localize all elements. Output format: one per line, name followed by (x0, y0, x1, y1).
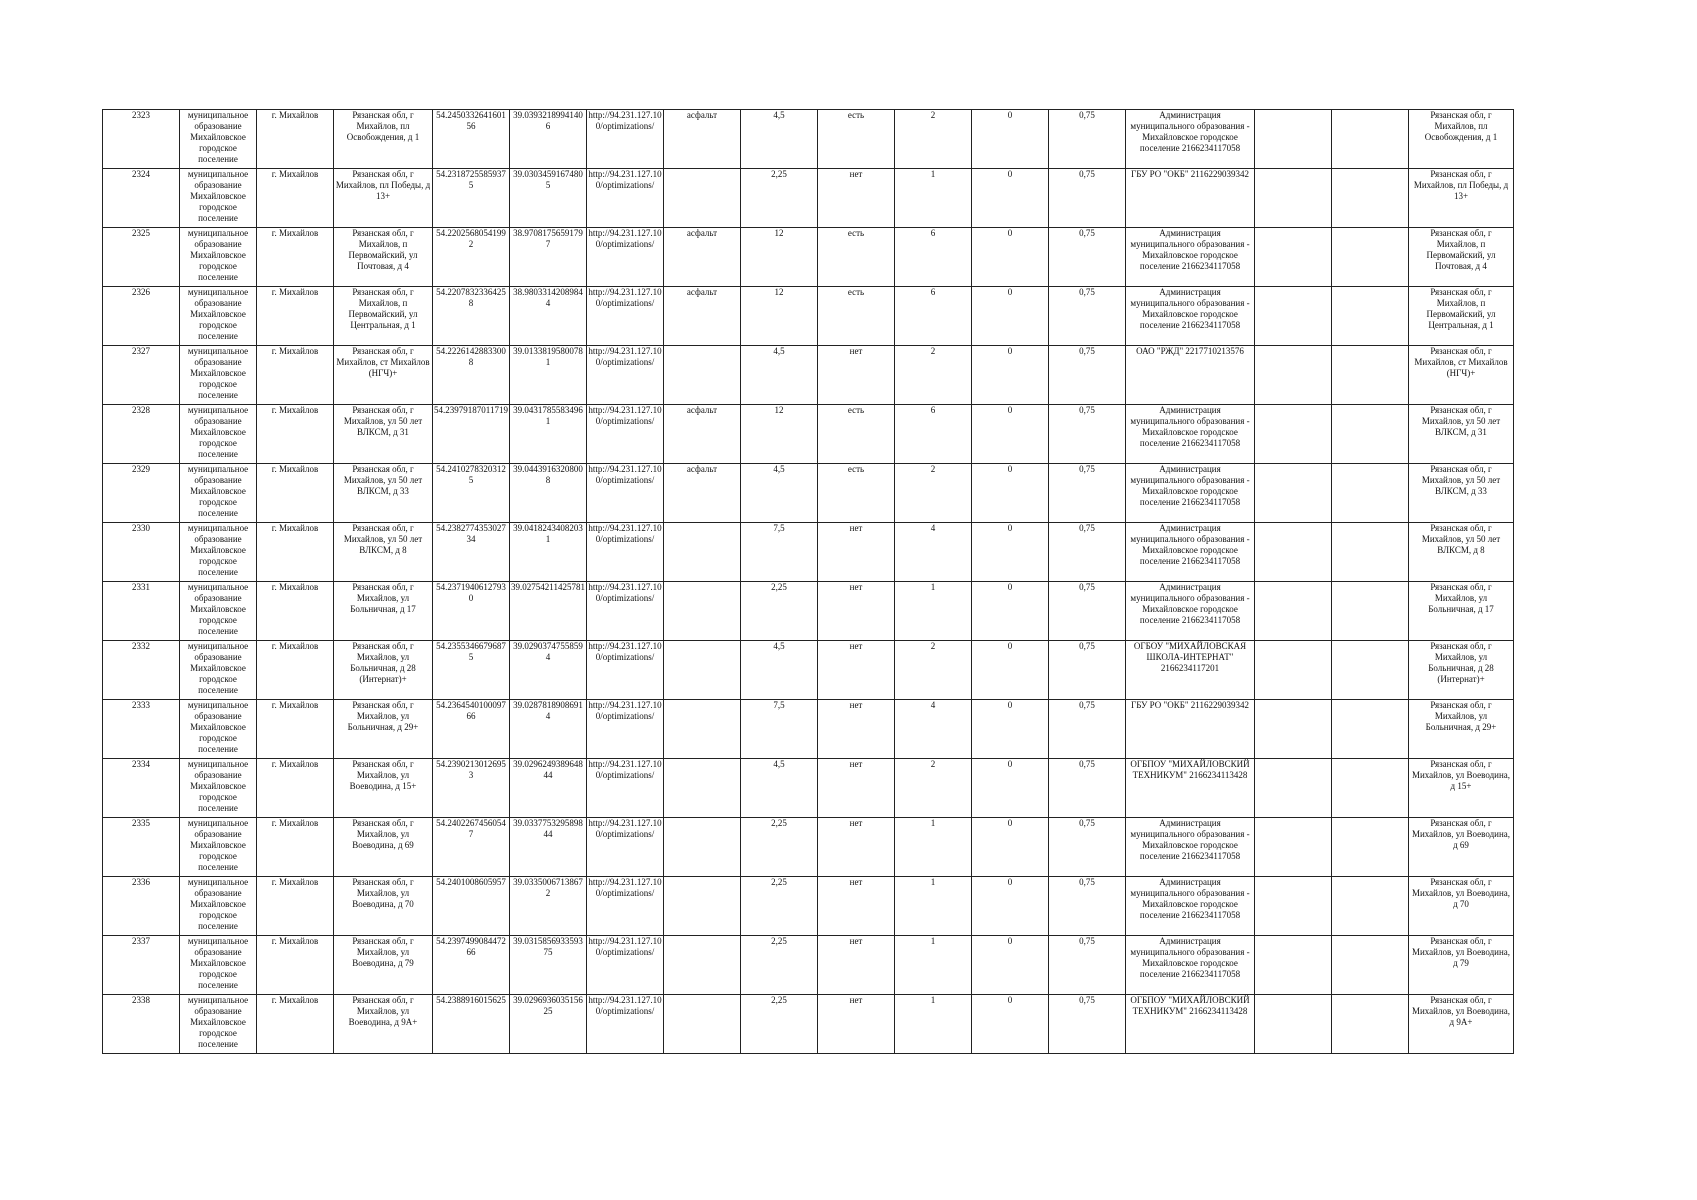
table-row (103, 995, 1514, 1054)
table-row (103, 287, 1514, 346)
cell-municipality: муниципальное образование Михайловское городское поселение (180, 346, 257, 405)
cell-link: http://94.231.127.100/optimizations/ (587, 700, 664, 759)
cell-containers: 2 (895, 464, 972, 523)
cell-containers-planned: 0 (972, 169, 1049, 228)
cell-containers-planned: 0 (972, 936, 1049, 995)
cell-empty-1 (1255, 228, 1332, 287)
cell-municipality: муниципальное образование Михайловское городское поселение (180, 759, 257, 818)
cell-number: 2328 (103, 405, 180, 464)
cell-number: 2337 (103, 936, 180, 995)
cell-number: 2332 (103, 641, 180, 700)
registry-table (102, 109, 1514, 1054)
cell-volume: 0,75 (1049, 995, 1126, 1054)
table-row (103, 346, 1514, 405)
cell-link: http://94.231.127.100/optimizations/ (587, 405, 664, 464)
cell-owner: Администрация муниципального образования - Михайловское городское поселение 2166234117058 (1126, 582, 1255, 641)
cell-area: 2,25 (741, 995, 818, 1054)
cell-number: 2325 (103, 228, 180, 287)
cell-municipality: муниципальное образование Михайловское городское поселение (180, 523, 257, 582)
cell-number: 2334 (103, 759, 180, 818)
cell-link: http://94.231.127.100/optimizations/ (587, 582, 664, 641)
cell-waste-source: Рязанская обл, г Михайлов, п Первомайский, ул Центральная, д 1 (1409, 287, 1514, 346)
cell-longitude: 38.98033142089844 (510, 287, 587, 346)
cell-city: г. Михайлов (257, 228, 334, 287)
cell-address: Рязанская обл, г Михайлов, пл Освобождения, д 1 (334, 110, 433, 169)
cell-link: http://94.231.127.100/optimizations/ (587, 110, 664, 169)
cell-empty-2 (1332, 464, 1409, 523)
cell-owner: Администрация муниципального образования - Михайловское городское поселение 2166234117058 (1126, 287, 1255, 346)
cell-number: 2336 (103, 877, 180, 936)
cell-waste-source: Рязанская обл, г Михайлов, ул Больничная, д 29+ (1409, 700, 1514, 759)
cell-containers-planned: 0 (972, 582, 1049, 641)
cell-fence: нет (818, 582, 895, 641)
cell-link: http://94.231.127.100/optimizations/ (587, 995, 664, 1054)
cell-longitude: 39.029624938964844 (510, 759, 587, 818)
cell-volume: 0,75 (1049, 582, 1126, 641)
cell-owner: Администрация муниципального образования - Михайловское городское поселение 2166234117058 (1126, 523, 1255, 582)
cell-area: 2,25 (741, 877, 818, 936)
cell-containers-planned: 0 (972, 759, 1049, 818)
cell-waste-source: Рязанская обл, г Михайлов, п Первомайский, ул Почтовая, д 4 (1409, 228, 1514, 287)
cell-city: г. Михайлов (257, 405, 334, 464)
cell-surface: асфальт (664, 464, 741, 523)
cell-waste-source: Рязанская обл, г Михайлов, ул 50 лет ВЛКСМ, д 31 (1409, 405, 1514, 464)
cell-city: г. Михайлов (257, 759, 334, 818)
cell-longitude: 39.031585693359375 (510, 936, 587, 995)
cell-volume: 0,75 (1049, 641, 1126, 700)
cell-fence: нет (818, 936, 895, 995)
cell-municipality: муниципальное образование Михайловское городское поселение (180, 700, 257, 759)
cell-latitude: 54.23979187011719 (433, 405, 510, 464)
cell-latitude: 54.236454010009766 (433, 700, 510, 759)
cell-latitude: 54.23719406127930 (433, 582, 510, 641)
cell-empty-1 (1255, 700, 1332, 759)
cell-waste-source: Рязанская обл, г Михайлов, пл Освобождения, д 1 (1409, 110, 1514, 169)
cell-containers-planned: 0 (972, 995, 1049, 1054)
cell-empty-1 (1255, 523, 1332, 582)
cell-area: 4,5 (741, 110, 818, 169)
cell-link: http://94.231.127.100/optimizations/ (587, 877, 664, 936)
cell-surface (664, 169, 741, 228)
cell-empty-2 (1332, 287, 1409, 346)
cell-area: 4,5 (741, 464, 818, 523)
cell-municipality: муниципальное образование Михайловское городское поселение (180, 287, 257, 346)
cell-municipality: муниципальное образование Михайловское городское поселение (180, 818, 257, 877)
cell-longitude: 39.04182434082031 (510, 523, 587, 582)
cell-empty-1 (1255, 287, 1332, 346)
table-row (103, 700, 1514, 759)
cell-containers: 1 (895, 877, 972, 936)
cell-waste-source: Рязанская обл, г Михайлов, ул 50 лет ВЛКСМ, д 8 (1409, 523, 1514, 582)
cell-latitude: 54.23902130126953 (433, 759, 510, 818)
cell-area: 4,5 (741, 641, 818, 700)
cell-fence: нет (818, 877, 895, 936)
cell-waste-source: Рязанская обл, г Михайлов, ул Воеводина, д 69 (1409, 818, 1514, 877)
cell-empty-1 (1255, 405, 1332, 464)
table-row (103, 582, 1514, 641)
cell-empty-1 (1255, 936, 1332, 995)
cell-address: Рязанская обл, г Михайлов, п Первомайский, ул Центральная, д 1 (334, 287, 433, 346)
cell-link: http://94.231.127.100/optimizations/ (587, 641, 664, 700)
cell-latitude: 54.238277435302734 (433, 523, 510, 582)
cell-fence: есть (818, 405, 895, 464)
cell-number: 2338 (103, 995, 180, 1054)
cell-longitude: 39.02878189086914 (510, 700, 587, 759)
cell-empty-2 (1332, 523, 1409, 582)
cell-address: Рязанская обл, г Михайлов, ул Воеводина, д 15+ (334, 759, 433, 818)
cell-empty-2 (1332, 169, 1409, 228)
cell-volume: 0,75 (1049, 759, 1126, 818)
cell-latitude: 54.24022674560547 (433, 818, 510, 877)
cell-area: 12 (741, 405, 818, 464)
cell-municipality: муниципальное образование Михайловское городское поселение (180, 582, 257, 641)
cell-empty-2 (1332, 877, 1409, 936)
cell-longitude: 39.03932189941406 (510, 110, 587, 169)
cell-area: 4,5 (741, 346, 818, 405)
cell-address: Рязанская обл, г Михайлов, ул Больничная, д 17 (334, 582, 433, 641)
cell-number: 2333 (103, 700, 180, 759)
cell-owner: ОГБОУ "МИХАЙЛОВСКАЯ ШКОЛА-ИНТЕРНАТ" 2166234117201 (1126, 641, 1255, 700)
cell-address: Рязанская обл, г Михайлов, пл Победы, д 13+ (334, 169, 433, 228)
cell-area: 12 (741, 228, 818, 287)
table-row (103, 877, 1514, 936)
cell-latitude: 54.2388916015625 (433, 995, 510, 1054)
cell-latitude: 54.23553466796875 (433, 641, 510, 700)
cell-longitude: 39.033775329589844 (510, 818, 587, 877)
cell-municipality: муниципальное образование Михайловское городское поселение (180, 405, 257, 464)
cell-fence: нет (818, 759, 895, 818)
cell-empty-1 (1255, 877, 1332, 936)
cell-number: 2331 (103, 582, 180, 641)
cell-city: г. Михайлов (257, 818, 334, 877)
cell-owner: Администрация муниципального образования - Михайловское городское поселение 2166234117058 (1126, 464, 1255, 523)
cell-city: г. Михайлов (257, 936, 334, 995)
cell-volume: 0,75 (1049, 405, 1126, 464)
cell-number: 2324 (103, 169, 180, 228)
cell-latitude: 54.24102783203125 (433, 464, 510, 523)
cell-volume: 0,75 (1049, 523, 1126, 582)
cell-longitude: 39.04317855834961 (510, 405, 587, 464)
cell-longitude: 39.01338195800781 (510, 346, 587, 405)
cell-fence: нет (818, 995, 895, 1054)
cell-owner: Администрация муниципального образования - Михайловское городское поселение 2166234117058 (1126, 110, 1255, 169)
cell-containers: 1 (895, 936, 972, 995)
cell-address: Рязанская обл, г Михайлов, ул 50 лет ВЛКСМ, д 33 (334, 464, 433, 523)
cell-surface (664, 700, 741, 759)
cell-surface (664, 582, 741, 641)
cell-owner: Администрация муниципального образования - Михайловское городское поселение 2166234117058 (1126, 818, 1255, 877)
cell-address: Рязанская обл, г Михайлов, ул Больничная, д 29+ (334, 700, 433, 759)
cell-longitude: 39.03034591674805 (510, 169, 587, 228)
cell-waste-source: Рязанская обл, г Михайлов, пл Победы, д 13+ (1409, 169, 1514, 228)
cell-empty-2 (1332, 346, 1409, 405)
cell-address: Рязанская обл, г Михайлов, ул Больничная, д 28 (Интернат)+ (334, 641, 433, 700)
cell-municipality: муниципальное образование Михайловское городское поселение (180, 995, 257, 1054)
cell-fence: нет (818, 700, 895, 759)
cell-containers-planned: 0 (972, 464, 1049, 523)
cell-containers: 4 (895, 700, 972, 759)
cell-address: Рязанская обл, г Михайлов, ул 50 лет ВЛКСМ, д 8 (334, 523, 433, 582)
cell-city: г. Михайлов (257, 877, 334, 936)
cell-containers: 6 (895, 228, 972, 287)
cell-link: http://94.231.127.100/optimizations/ (587, 228, 664, 287)
cell-waste-source: Рязанская обл, г Михайлов, ул Воеводина, д 70 (1409, 877, 1514, 936)
cell-containers: 1 (895, 818, 972, 877)
cell-surface: асфальт (664, 228, 741, 287)
cell-latitude: 54.239749908447266 (433, 936, 510, 995)
cell-empty-1 (1255, 464, 1332, 523)
cell-longitude: 38.97081756591797 (510, 228, 587, 287)
cell-city: г. Михайлов (257, 169, 334, 228)
cell-address: Рязанская обл, г Михайлов, ул Воеводина, д 79 (334, 936, 433, 995)
cell-link: http://94.231.127.100/optimizations/ (587, 523, 664, 582)
cell-empty-1 (1255, 346, 1332, 405)
cell-city: г. Михайлов (257, 582, 334, 641)
cell-address: Рязанская обл, г Михайлов, ст Михайлов (НГЧ)+ (334, 346, 433, 405)
cell-surface (664, 877, 741, 936)
cell-empty-2 (1332, 641, 1409, 700)
cell-fence: нет (818, 346, 895, 405)
cell-address: Рязанская обл, г Михайлов, ул Воеводина, д 69 (334, 818, 433, 877)
cell-volume: 0,75 (1049, 877, 1126, 936)
cell-link: http://94.231.127.100/optimizations/ (587, 169, 664, 228)
cell-city: г. Михайлов (257, 110, 334, 169)
cell-owner: Администрация муниципального образования - Михайловское городское поселение 2166234117058 (1126, 936, 1255, 995)
cell-municipality: муниципальное образование Михайловское городское поселение (180, 877, 257, 936)
cell-waste-source: Рязанская обл, г Михайлов, ул Больничная, д 28 (Интернат)+ (1409, 641, 1514, 700)
cell-number: 2329 (103, 464, 180, 523)
cell-empty-1 (1255, 582, 1332, 641)
cell-surface (664, 936, 741, 995)
cell-number: 2326 (103, 287, 180, 346)
cell-link: http://94.231.127.100/optimizations/ (587, 936, 664, 995)
cell-volume: 0,75 (1049, 346, 1126, 405)
cell-latitude: 54.22078323364258 (433, 287, 510, 346)
cell-owner: Администрация муниципального образования - Михайловское городское поселение 2166234117058 (1126, 228, 1255, 287)
cell-area: 12 (741, 287, 818, 346)
cell-empty-1 (1255, 641, 1332, 700)
cell-owner: ОГБПОУ "МИХАЙЛОВСКИЙ ТЕХНИКУМ" 2166234113428 (1126, 759, 1255, 818)
cell-containers-planned: 0 (972, 818, 1049, 877)
cell-waste-source: Рязанская обл, г Михайлов, ул Воеводина, д 9А+ (1409, 995, 1514, 1054)
cell-fence: есть (818, 464, 895, 523)
cell-address: Рязанская обл, г Михайлов, ул 50 лет ВЛКСМ, д 31 (334, 405, 433, 464)
cell-longitude: 39.03350067138672 (510, 877, 587, 936)
cell-city: г. Михайлов (257, 346, 334, 405)
cell-volume: 0,75 (1049, 464, 1126, 523)
cell-address: Рязанская обл, г Михайлов, ул Воеводина, д 70 (334, 877, 433, 936)
cell-containers-planned: 0 (972, 405, 1049, 464)
cell-empty-2 (1332, 995, 1409, 1054)
cell-containers: 2 (895, 346, 972, 405)
cell-fence: нет (818, 169, 895, 228)
cell-area: 2,25 (741, 169, 818, 228)
cell-surface: асфальт (664, 287, 741, 346)
cell-area: 2,25 (741, 936, 818, 995)
table-row (103, 523, 1514, 582)
cell-empty-2 (1332, 818, 1409, 877)
cell-empty-2 (1332, 110, 1409, 169)
table-row (103, 818, 1514, 877)
cell-containers-planned: 0 (972, 110, 1049, 169)
cell-fence: есть (818, 110, 895, 169)
cell-owner: ГБУ РО "ОКБ" 2116229039342 (1126, 700, 1255, 759)
cell-containers-planned: 0 (972, 287, 1049, 346)
table-row (103, 759, 1514, 818)
cell-municipality: муниципальное образование Михайловское городское поселение (180, 110, 257, 169)
cell-empty-1 (1255, 995, 1332, 1054)
cell-owner: Администрация муниципального образования - Михайловское городское поселение 2166234117058 (1126, 405, 1255, 464)
cell-containers-planned: 0 (972, 523, 1049, 582)
cell-surface (664, 523, 741, 582)
cell-containers: 1 (895, 169, 972, 228)
cell-empty-2 (1332, 228, 1409, 287)
cell-empty-1 (1255, 818, 1332, 877)
cell-city: г. Михайлов (257, 287, 334, 346)
cell-empty-2 (1332, 936, 1409, 995)
table-row (103, 936, 1514, 995)
cell-area: 4,5 (741, 759, 818, 818)
cell-containers-planned: 0 (972, 641, 1049, 700)
cell-longitude: 39.04439163208008 (510, 464, 587, 523)
cell-waste-source: Рязанская обл, г Михайлов, ст Михайлов (НГЧ)+ (1409, 346, 1514, 405)
cell-area: 2,25 (741, 582, 818, 641)
cell-link: http://94.231.127.100/optimizations/ (587, 287, 664, 346)
cell-containers-planned: 0 (972, 700, 1049, 759)
cell-fence: нет (818, 818, 895, 877)
cell-empty-2 (1332, 405, 1409, 464)
cell-municipality: муниципальное образование Михайловское городское поселение (180, 936, 257, 995)
cell-municipality: муниципальное образование Михайловское городское поселение (180, 228, 257, 287)
cell-area: 2,25 (741, 818, 818, 877)
cell-empty-1 (1255, 110, 1332, 169)
table-row (103, 641, 1514, 700)
cell-waste-source: Рязанская обл, г Михайлов, ул 50 лет ВЛКСМ, д 33 (1409, 464, 1514, 523)
cell-volume: 0,75 (1049, 169, 1126, 228)
cell-number: 2335 (103, 818, 180, 877)
cell-containers: 1 (895, 995, 972, 1054)
cell-city: г. Михайлов (257, 641, 334, 700)
cell-latitude: 54.245033264160156 (433, 110, 510, 169)
cell-volume: 0,75 (1049, 936, 1126, 995)
cell-owner: ГБУ РО "ОКБ" 2116229039342 (1126, 169, 1255, 228)
cell-number: 2327 (103, 346, 180, 405)
cell-fence: нет (818, 523, 895, 582)
cell-address: Рязанская обл, г Михайлов, ул Воеводина, д 9А+ (334, 995, 433, 1054)
cell-containers: 6 (895, 405, 972, 464)
cell-longitude: 39.02903747558594 (510, 641, 587, 700)
cell-owner: ОГБПОУ "МИХАЙЛОВСКИЙ ТЕХНИКУМ" 2166234113428 (1126, 995, 1255, 1054)
cell-volume: 0,75 (1049, 110, 1126, 169)
cell-surface (664, 818, 741, 877)
cell-empty-1 (1255, 169, 1332, 228)
cell-volume: 0,75 (1049, 700, 1126, 759)
registry-rows (103, 110, 1514, 1054)
cell-containers: 6 (895, 287, 972, 346)
cell-fence: нет (818, 641, 895, 700)
cell-link: http://94.231.127.100/optimizations/ (587, 346, 664, 405)
cell-latitude: 54.23187255859375 (433, 169, 510, 228)
cell-surface (664, 641, 741, 700)
cell-owner: ОАО "РЖД" 2217710213576 (1126, 346, 1255, 405)
cell-waste-source: Рязанская обл, г Михайлов, ул Воеводина, д 15+ (1409, 759, 1514, 818)
cell-volume: 0,75 (1049, 287, 1126, 346)
cell-number: 2323 (103, 110, 180, 169)
cell-surface: асфальт (664, 110, 741, 169)
cell-latitude: 54.2401008605957 (433, 877, 510, 936)
cell-empty-1 (1255, 759, 1332, 818)
cell-containers-planned: 0 (972, 346, 1049, 405)
cell-city: г. Михайлов (257, 700, 334, 759)
cell-link: http://94.231.127.100/optimizations/ (587, 464, 664, 523)
cell-containers: 2 (895, 110, 972, 169)
cell-volume: 0,75 (1049, 228, 1126, 287)
cell-containers: 2 (895, 759, 972, 818)
cell-fence: есть (818, 228, 895, 287)
table-row (103, 228, 1514, 287)
cell-containers: 2 (895, 641, 972, 700)
cell-surface (664, 995, 741, 1054)
cell-latitude: 54.22261428833008 (433, 346, 510, 405)
cell-empty-2 (1332, 700, 1409, 759)
cell-empty-2 (1332, 582, 1409, 641)
cell-municipality: муниципальное образование Михайловское городское поселение (180, 169, 257, 228)
cell-area: 7,5 (741, 523, 818, 582)
cell-link: http://94.231.127.100/optimizations/ (587, 818, 664, 877)
cell-municipality: муниципальное образование Михайловское городское поселение (180, 464, 257, 523)
cell-waste-source: Рязанская обл, г Михайлов, ул Воеводина, д 79 (1409, 936, 1514, 995)
cell-address: Рязанская обл, г Михайлов, п Первомайский, ул Почтовая, д 4 (334, 228, 433, 287)
cell-empty-2 (1332, 759, 1409, 818)
cell-waste-source: Рязанская обл, г Михайлов, ул Больничная, д 17 (1409, 582, 1514, 641)
cell-longitude: 39.029693603515625 (510, 995, 587, 1054)
cell-link: http://94.231.127.100/optimizations/ (587, 759, 664, 818)
cell-containers: 4 (895, 523, 972, 582)
cell-containers: 1 (895, 582, 972, 641)
table-row (103, 405, 1514, 464)
cell-area: 7,5 (741, 700, 818, 759)
cell-longitude: 39.02754211425781 (510, 582, 587, 641)
table-row (103, 110, 1514, 169)
table-row (103, 169, 1514, 228)
cell-owner: Администрация муниципального образования - Михайловское городское поселение 2166234117058 (1126, 877, 1255, 936)
cell-volume: 0,75 (1049, 818, 1126, 877)
cell-municipality: муниципальное образование Михайловское городское поселение (180, 641, 257, 700)
cell-containers-planned: 0 (972, 877, 1049, 936)
cell-city: г. Михайлов (257, 995, 334, 1054)
cell-number: 2330 (103, 523, 180, 582)
cell-surface: асфальт (664, 405, 741, 464)
cell-latitude: 54.22025680541992 (433, 228, 510, 287)
cell-city: г. Михайлов (257, 464, 334, 523)
cell-surface (664, 759, 741, 818)
cell-surface (664, 346, 741, 405)
cell-fence: есть (818, 287, 895, 346)
table-row (103, 464, 1514, 523)
cell-city: г. Михайлов (257, 523, 334, 582)
cell-containers-planned: 0 (972, 228, 1049, 287)
